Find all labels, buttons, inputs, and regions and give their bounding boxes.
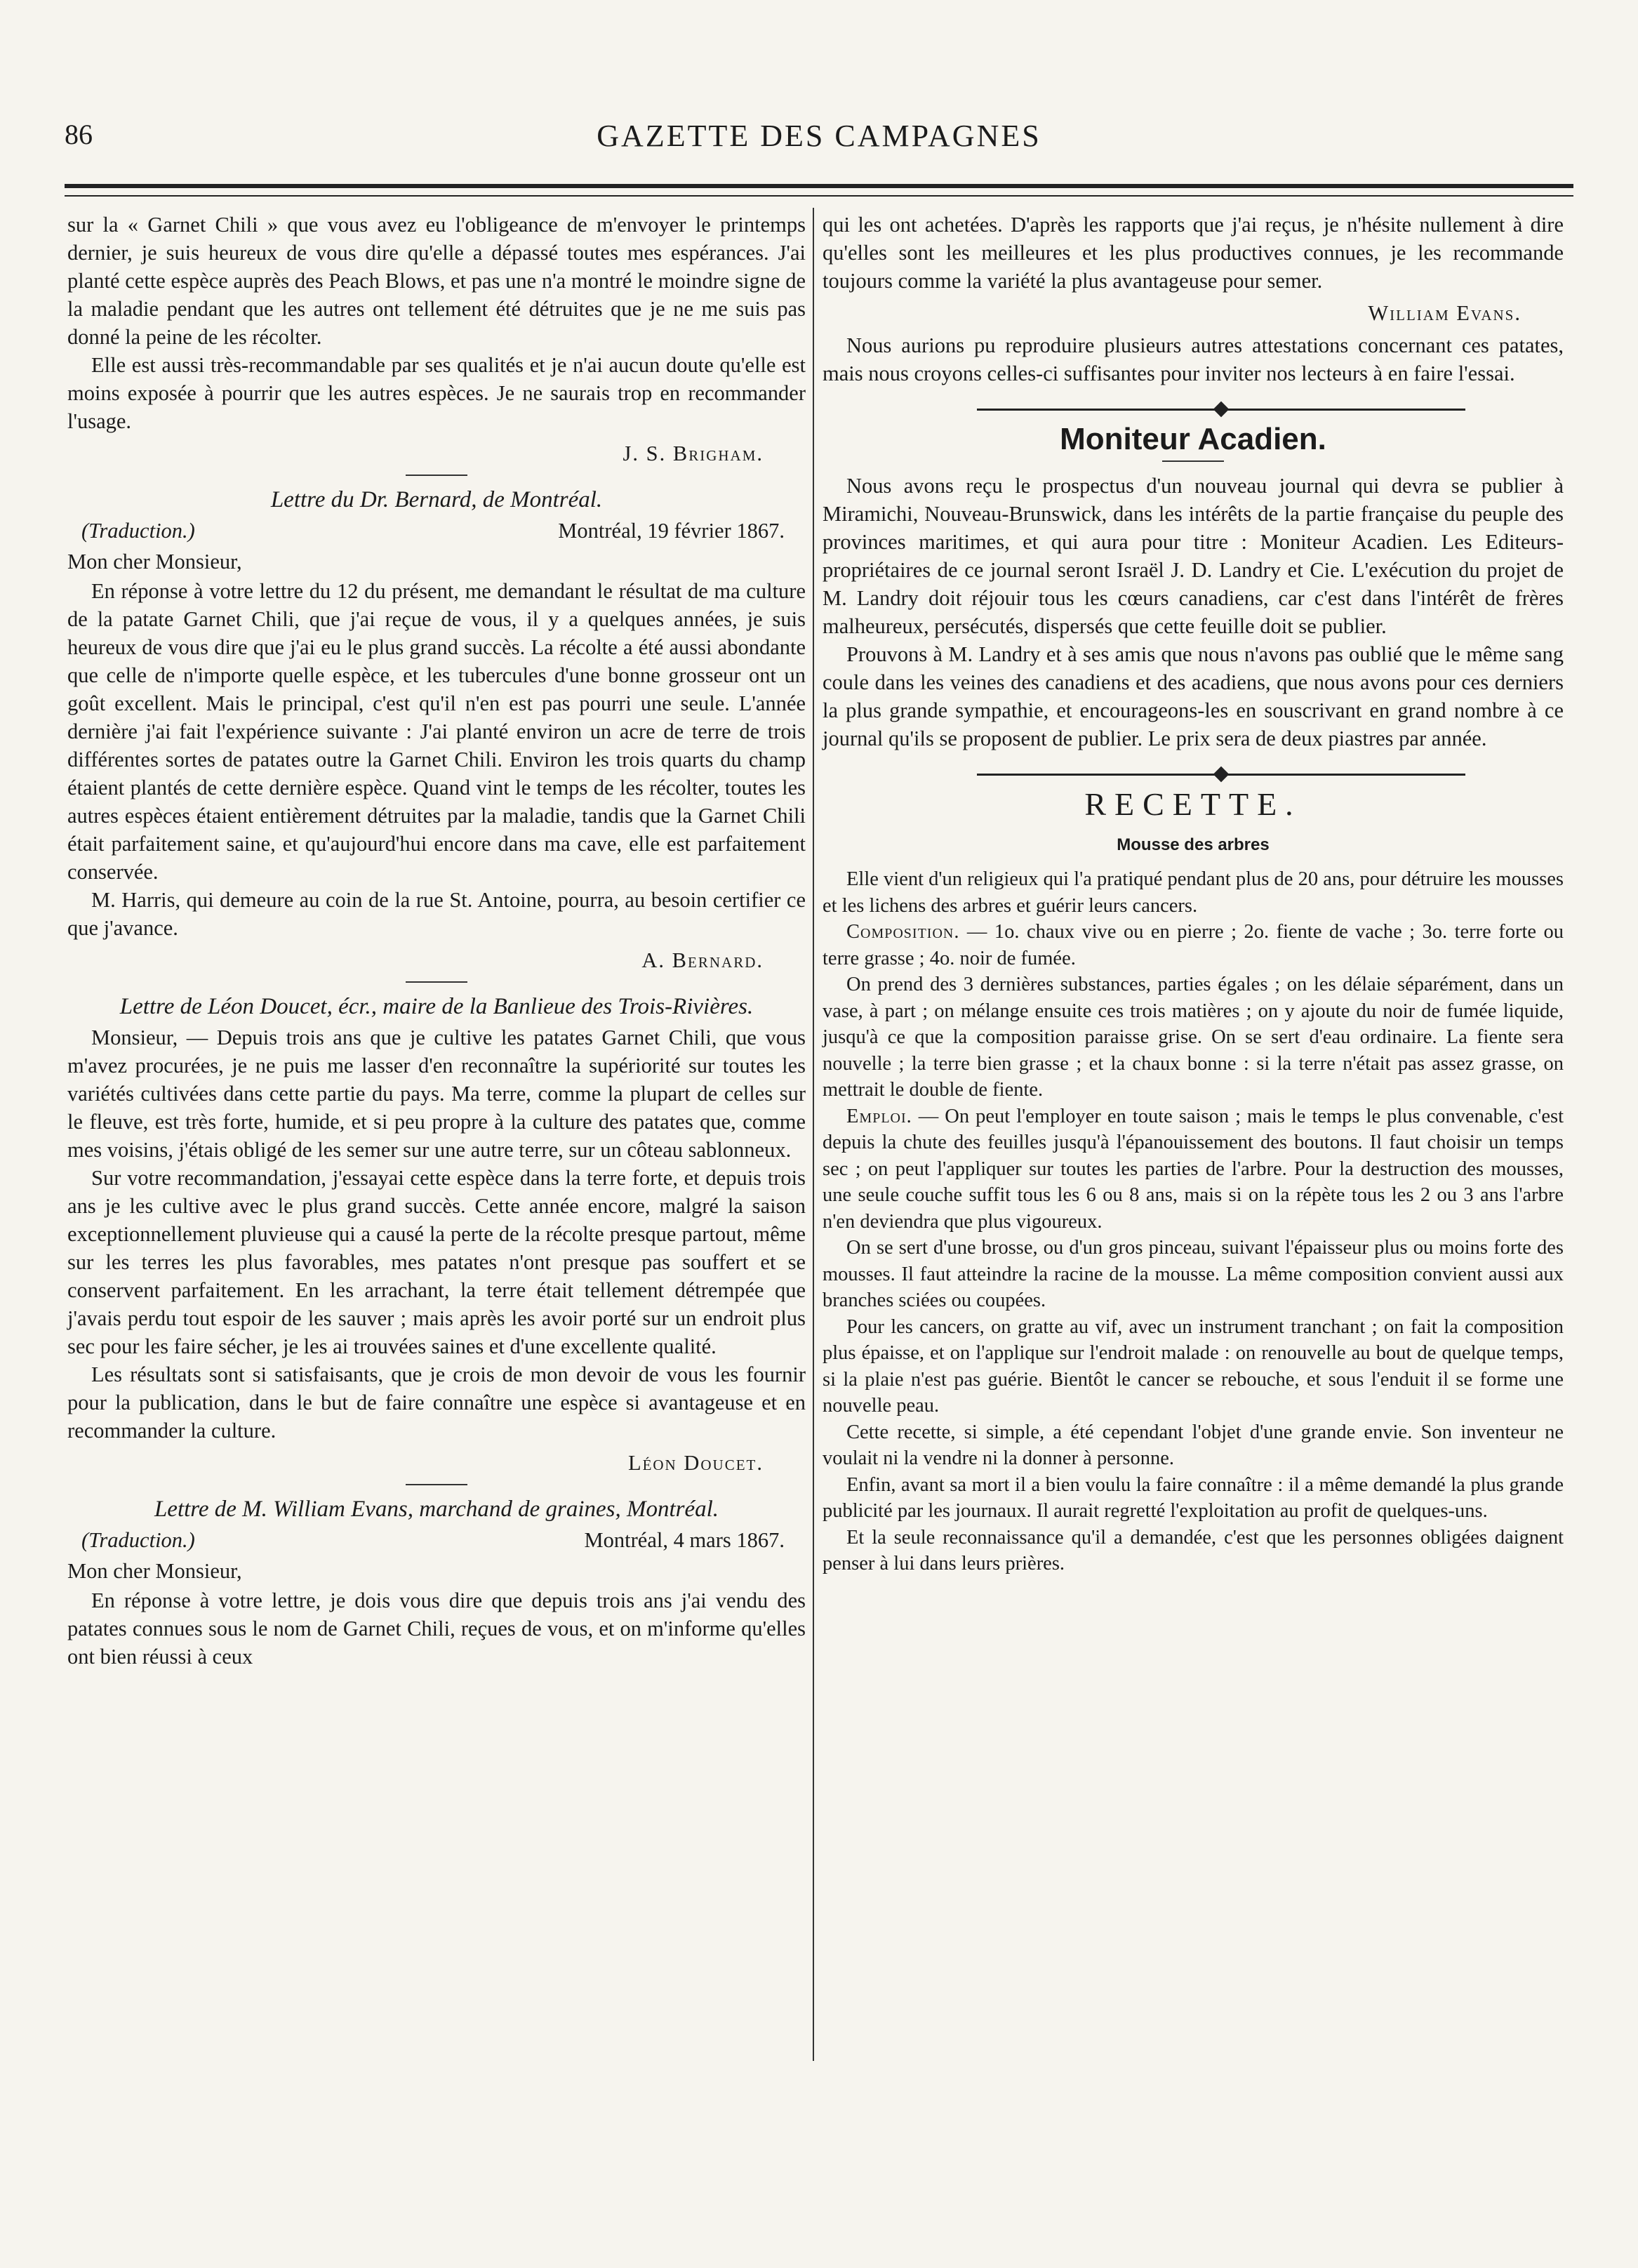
separator-rule	[406, 475, 467, 476]
recette-paragraph-5: Cette recette, si simple, a été cependant l'objet d'une grande envie. Son inventeur ne voulait ni la vendre ni la donner à personne.	[823, 1421, 1564, 1469]
recette-subtitle: Mousse des arbres	[1117, 835, 1270, 854]
right-column	[823, 211, 1564, 1577]
brigham-paragraph-2: Elle est aussi très-recommandable par ses qualités et je n'ai aucun doute qu'elle est moins exposée à pourrir que les autres espèces. Je ne saurais trop en recommander l'usage.	[67, 353, 806, 433]
recette-paragraph-4: Pour les cancers, on gratte au vif, avec un instrument tranchant ; on fait la composition plus épaisse, et on l'applique sur l'endroit malade : on renouvelle au bout de quelque temps, si la plaie n'est pas guérie. Bientôt le cancer se rebouche, et sous l'enduit il se forme une nouvelle peau.	[823, 1315, 1564, 1417]
recette-paragraph-2: On prend des 3 dernières substances, parties égales ; on les délaie séparément, dans un vase, à part ; on mélange ensuite ces trois matières ; on y ajoute du noir de fumée liquide, jusqu'à ce que la composition paraisse grise. On se sert d'eau ordinaire. La fiente sera nouvelle ; la terre bien grasse ; et la chaux bonne : si la terre n'était pas assez grasse, on mettrait le double de fiente.	[823, 974, 1564, 1101]
header-rule-thin	[65, 195, 1573, 197]
bernard-signature: A. Bernard.	[641, 948, 764, 972]
recette-emploi	[823, 1103, 1564, 1235]
evans-paragraph-1: En réponse à votre lettre, je dois vous dire que depuis trois ans j'ai vendu des patates connues sous le nom de Garnet Chili, reçues de vous, et on m'informe qu'elles ont bien réussi à ceux	[67, 1589, 806, 1669]
bernard-salutation: Mon cher Monsieur,	[67, 550, 242, 573]
recette-section-title: RECETTE.	[1084, 786, 1302, 822]
moniteur-section-title: Moniteur Acadien.	[1060, 422, 1326, 456]
brigham-signature: J. S. Brigham.	[622, 442, 764, 465]
recette-paragraph-6: Enfin, avant sa mort il a bien voulu la faire connaître : il a même demandé la plus grande publicité par les journaux. Il aurait regretté l'exploitation au profit de quelques-uns.	[823, 1473, 1564, 1522]
moniteur-paragraph-2: Prouvons à M. Landry et à ses amis que nous n'avons pas oublié que le même sang coule dans les veines des canadiens et des acadiens, que nous avons pour ces derniers la plus grande sympathie, et encourageons-les en souscrivant en grand nombre à ce journal qu'ils se proposent de publier. Le prix sera de deux piastres par année.	[823, 642, 1564, 750]
composition-text: — 1o. chaux vive ou en pierre ; 2o. fiente de vache ; 3o. terre forte ou terre grasse ; 4o. noir de fumée.	[823, 921, 1564, 969]
brigham-paragraph-1: sur la « Garnet Chili » que vous avez eu l'obligeance de m'envoyer le printemps dernier, je suis heureux de vous dire qu'elle a dépassé toutes mes espérances. J'ai planté cette espèce auprès des Peach Blows, et pas une n'a montré le moindre signe de la maladie pendant que les autres ont tellement été détruites que je ne me suis pas donné la peine de les récolter.	[67, 213, 806, 349]
evans-translation-note: (Traduction.)	[81, 1528, 195, 1552]
recette-paragraph-1: Elle vient d'un religieux qui l'a pratiqué pendant plus de 20 ans, pour détruire les mousses et les lichens des arbres et guérir leurs cancers.	[823, 868, 1564, 917]
ornamental-rule	[977, 767, 1465, 782]
bernard-dateline	[81, 517, 785, 545]
bernard-paragraph-2: M. Harris, qui demeure au coin de la rue St. Antoine, pourra, au besoin certifier ce que j'avance.	[67, 888, 806, 940]
moniteur-paragraph-1: Nous avons reçu le prospectus d'un nouveau journal qui devra se publier à Miramichi, Nouveau-Brunswick, dans les intérêts de la partie française du peuple des provinces maritimes, et qui aura pour titre : Moniteur Acadien. Les Editeurs-propriétaires de ce journal seront Israël J. D. Landry et Cie. L'exécution du projet de M. Landry doit réjouir tous les cœurs canadiens, car c'est dans l'intérêt de frères malheureux, persécutés, dispersés que cette feuille doit se publier.	[823, 474, 1564, 638]
column-divider	[813, 208, 814, 2061]
bernard-letter-title: Lettre du Dr. Bernard, de Montréal.	[270, 487, 603, 512]
ornamental-rule	[977, 402, 1465, 417]
doucet-paragraph-2: Sur votre recommandation, j'essayai cette espèce dans la terre forte, et depuis trois ans je les cultive avec le plus grand succès. Cette année encore, malgré la saison exceptionnellement pluvieuse qui a causé la perte de la récolte presque partout, même sur les terres les plus favorables, mes patates n'ont presque pas souffert et se conservent parfaitement. En les arrachant, la terre était tellement détrempée que j'avais perdu tout espoir de les sauver ; mais après les avoir porté sur un endroit plus sec pour les faire sécher, je les ai trouvées saines et d'une excellente qualité.	[67, 1166, 806, 1358]
evans-salutation: Mon cher Monsieur,	[67, 1559, 242, 1583]
evans-continuation: qui les ont achetées. D'après les rapports que j'ai reçus, je n'hésite nullement à dire qu'elles sont les meilleures et les plus productives connues, je les recommande toujours comme la variété la plus avantageuse pour semer.	[823, 213, 1564, 293]
doucet-paragraph-1: Monsieur, — Depuis trois ans que je cultive les patates Garnet Chili, que vous m'avez procurées, je ne puis me lasser d'en reconnaître la supériorité sur toutes les variétés cultivées dans cette partie du pays. Ma terre, comme la plupart de celles sur le fleuve, est très forte, humide, et si peu propre à la culture des patates que, comme mes voisins, j'étais obligé de les semer sur une autre terre, sur un côteau sablonneux.	[67, 1026, 806, 1162]
evans-signature: William Evans.	[1368, 301, 1522, 325]
doucet-signature: Léon Doucet.	[627, 1451, 764, 1475]
separator-rule	[406, 1484, 467, 1485]
recette-body	[823, 866, 1564, 1577]
doucet-letter-title: Lettre de Léon Doucet, écr., maire de la Banlieue des Trois-Rivières.	[119, 994, 754, 1019]
composition-label: Composition.	[846, 921, 960, 943]
separator-rule	[1162, 460, 1224, 462]
left-column	[67, 211, 806, 1671]
evans-letter-title: Lettre de M. William Evans, marchand de graines, Montréal.	[154, 1497, 719, 1522]
separator-rule	[406, 981, 467, 983]
emploi-text: — On peut l'employer en toute saison ; mais le temps le plus convenable, c'est depuis la chute des feuilles jusqu'à l'épanouissement des boutons. Il faut choisir un temps sec ; on peut l'appliquer sur toutes les parties de l'arbre. Pour la destruction des mousses, une seule couche suffit tous les 6 ou 8 ans, mais si on la répète tous les 2 ou 3 ans l'arbre n'en deviendra que plus vigoureux.	[823, 1105, 1564, 1233]
doucet-paragraph-3: Les résultats sont si satisfaisants, que je crois de mon devoir de vous les fournir pour la publication, dans le but de faire connaître une espèce si avantageuse et en recommander la culture.	[67, 1362, 806, 1443]
recette-composition	[823, 919, 1564, 971]
header-rule-thick	[65, 184, 1573, 188]
page-title: GAZETTE DES CAMPAGNES	[597, 119, 1041, 153]
bernard-translation-note: (Traduction.)	[81, 519, 195, 543]
page-number: 86	[65, 119, 93, 150]
evans-date: Montréal, 4 mars 1867.	[584, 1528, 785, 1552]
recette-paragraph-3: On se sert d'une brosse, ou d'un gros pinceau, suivant l'épaisseur plus ou moins forte des mousses. Il faut atteindre la racine de la mousse. La même composition convient aussi aux branches sciées ou coupées.	[823, 1237, 1564, 1311]
evans-dateline	[81, 1526, 785, 1554]
attestations-paragraph: Nous aurions pu reproduire plusieurs autres attestations concernant ces patates, mais nous croyons celles-ci suffisantes pour inviter nos lecteurs à en faire l'essai.	[823, 333, 1564, 385]
bernard-date: Montréal, 19 février 1867.	[558, 519, 785, 543]
emploi-label: Emploi.	[846, 1105, 912, 1127]
bernard-paragraph-1: En réponse à votre lettre du 12 du présent, me demandant le résultat de ma culture de la patate Garnet Chili, que j'ai reçue de vous, il y a quelques années, je suis heureux de vous dire que j'ai eu le plus grand succès. La récolte a été aussi abondante que celle de n'importe quelle espèce, et les tubercules d'une bonne grosseur ont un goût excellent. Mais le principal, c'est qu'il n'en est pas pourri une seule. L'année dernière j'ai fait l'expérience suivante : J'ai planté environ un acre de terre de trois différentes sortes de patates outre la Garnet Chili. Environ les trois quarts du champ étaient plantés de cette dernière espèce. Quand vint le temps de les récolter, toutes les autres espèces étaient entièrement détruites par la maladie, tandis que la Garnet Chili était parfaitement saine, et qu'aujourd'hui encore dans ma cave, elle est parfaitement conservée.	[67, 579, 806, 884]
recette-paragraph-7: Et la seule reconnaissance qu'il a demandée, c'est que les personnes obligées daignent penser à lui dans leurs prières.	[823, 1526, 1564, 1574]
